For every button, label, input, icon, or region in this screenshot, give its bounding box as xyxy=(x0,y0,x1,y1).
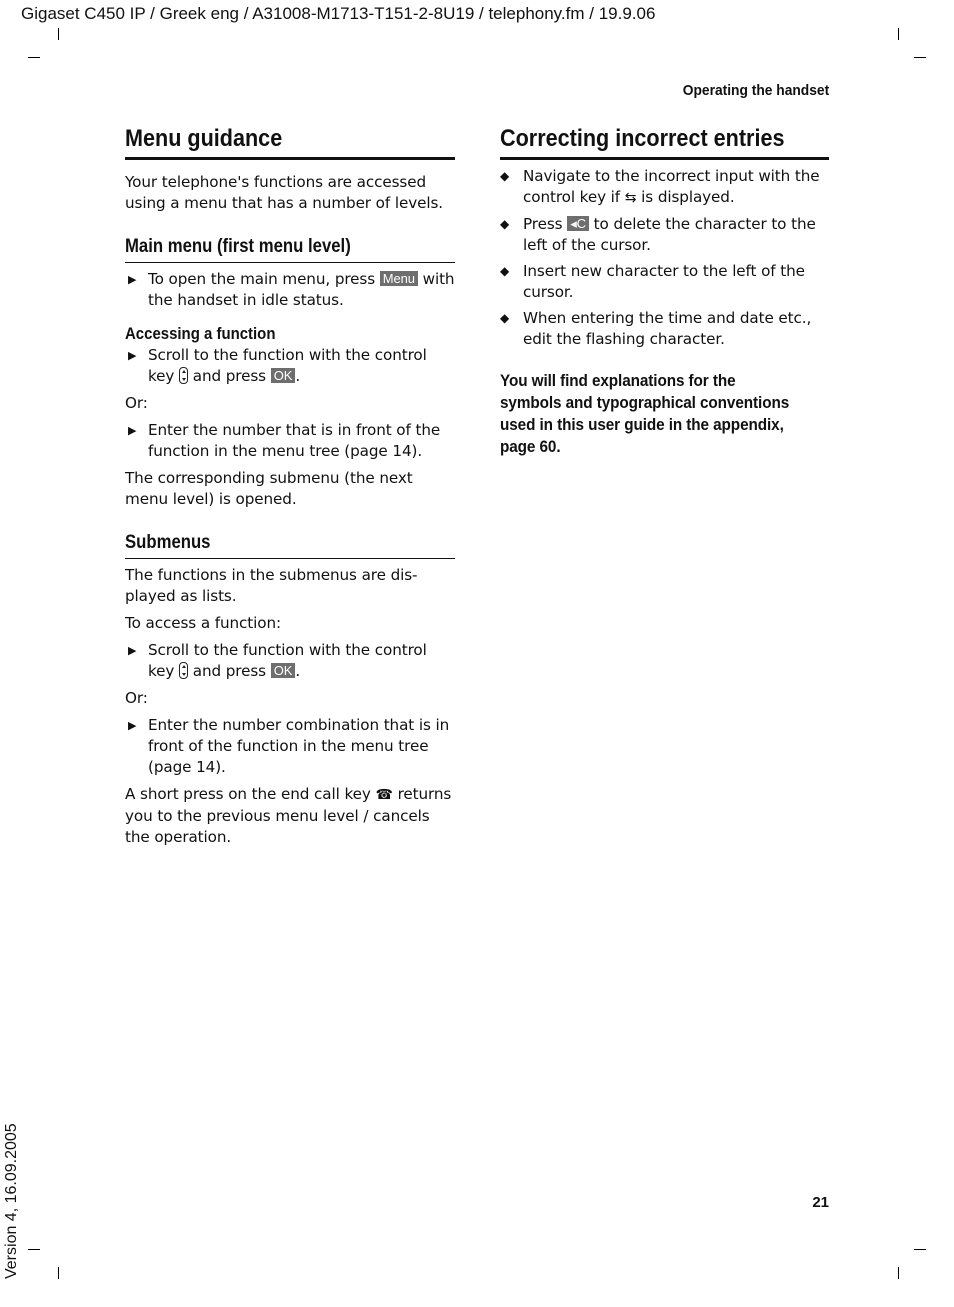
list-item: ◆ Press ◂C to delete the character to the left of the cursor. xyxy=(500,215,816,254)
submenus-access: To access a function: xyxy=(125,614,282,632)
triangle-bullet-icon: ▶ xyxy=(128,644,137,657)
crop-mark xyxy=(28,57,40,58)
intro-paragraph: Your telephone's functions are accessed using a menu that has a number of levels. xyxy=(125,173,444,212)
heading-main-menu: Main menu (first menu level) xyxy=(125,234,455,263)
diamond-bullet-icon: ◆ xyxy=(500,264,510,278)
crop-mark xyxy=(914,57,926,58)
list-item: ▶ To open the main menu, press Menu with the handset in idle status. xyxy=(128,270,455,309)
main-menu-steps xyxy=(125,269,455,311)
crop-mark xyxy=(914,1249,926,1250)
triangle-bullet-icon: ▶ xyxy=(128,424,137,437)
crop-mark xyxy=(898,28,899,40)
diamond-bullet-icon: ◆ xyxy=(500,217,510,231)
crop-mark xyxy=(58,1267,59,1279)
triangle-bullet-icon: ▶ xyxy=(128,719,137,732)
list-item: ▶ Scroll to the function with the control key and press OK . xyxy=(128,641,427,680)
right-column xyxy=(500,123,829,458)
section-title-menu-guidance: Menu guidance xyxy=(125,123,455,160)
version-note: Version 4, 16.09.2005 xyxy=(3,1123,20,1279)
diamond-bullet-icon: ◆ xyxy=(500,311,510,325)
list-item: ◆ Navigate to the incorrect input with the control key if ⇆ is displayed. xyxy=(500,167,820,206)
end-call-key-icon: ☎ xyxy=(375,787,393,803)
correcting-steps xyxy=(500,166,829,350)
accessing-steps xyxy=(125,345,455,387)
submenus-intro: The functions in the submenus are dis-played as lists. xyxy=(125,566,418,605)
document-meta: Gigaset C450 IP / Greek eng / A31008-M1713-T151-2-8U19 / telephony.fm / 19.9.06 xyxy=(21,4,656,23)
triangle-bullet-icon: ▶ xyxy=(128,349,137,362)
end-call-paragraph: A short press on the end call key ☎ returns you to the previous menu level / cancels the operation. xyxy=(125,785,452,846)
accessing-alt-steps xyxy=(125,420,455,462)
list-item: ▶ Scroll to the function with the control key and press OK . xyxy=(128,346,427,385)
list-item: ◆ Insert new character to the left of the cursor. xyxy=(500,262,805,301)
control-key-icon xyxy=(179,367,188,384)
switch-arrows-icon: ⇆ xyxy=(624,190,637,206)
submenu-steps xyxy=(125,640,455,682)
page-number: 21 xyxy=(812,1194,829,1211)
submenu-alt-steps xyxy=(125,715,455,778)
ok-key-icon: OK xyxy=(271,368,296,383)
result-paragraph: The corresponding submenu (the next menu level) is opened. xyxy=(125,469,413,508)
crop-mark xyxy=(28,1249,40,1250)
or-label: Or: xyxy=(125,689,148,707)
triangle-bullet-icon: ▶ xyxy=(128,273,137,286)
running-head: Operating the handset xyxy=(682,82,829,99)
section-title-correcting: Correcting incorrect entries xyxy=(500,123,829,160)
list-item: ▶ Enter the number combination that is in front of the function in the menu tree (page 14). xyxy=(128,716,450,776)
control-key-icon xyxy=(179,662,188,679)
clear-key-icon: ◂C xyxy=(567,216,589,231)
or-label: Or: xyxy=(125,394,148,412)
diamond-bullet-icon: ◆ xyxy=(500,169,510,183)
list-item: ◆ When entering the time and date etc., edit the flashing character. xyxy=(500,309,812,348)
list-item: ▶ Enter the number that is in front of the function in the menu tree (page 14). xyxy=(128,421,441,460)
crop-mark xyxy=(58,28,59,40)
left-column xyxy=(125,123,455,848)
appendix-note: You will find explanations for the symbols and typographical conventions used in this user guide in the appendix, page 60. xyxy=(500,371,790,456)
menu-key-icon: Menu xyxy=(380,271,418,286)
heading-accessing-function: Accessing a function xyxy=(125,324,276,343)
ok-key-icon: OK xyxy=(271,663,296,678)
crop-mark xyxy=(898,1267,899,1279)
heading-submenus: Submenus xyxy=(125,530,455,559)
